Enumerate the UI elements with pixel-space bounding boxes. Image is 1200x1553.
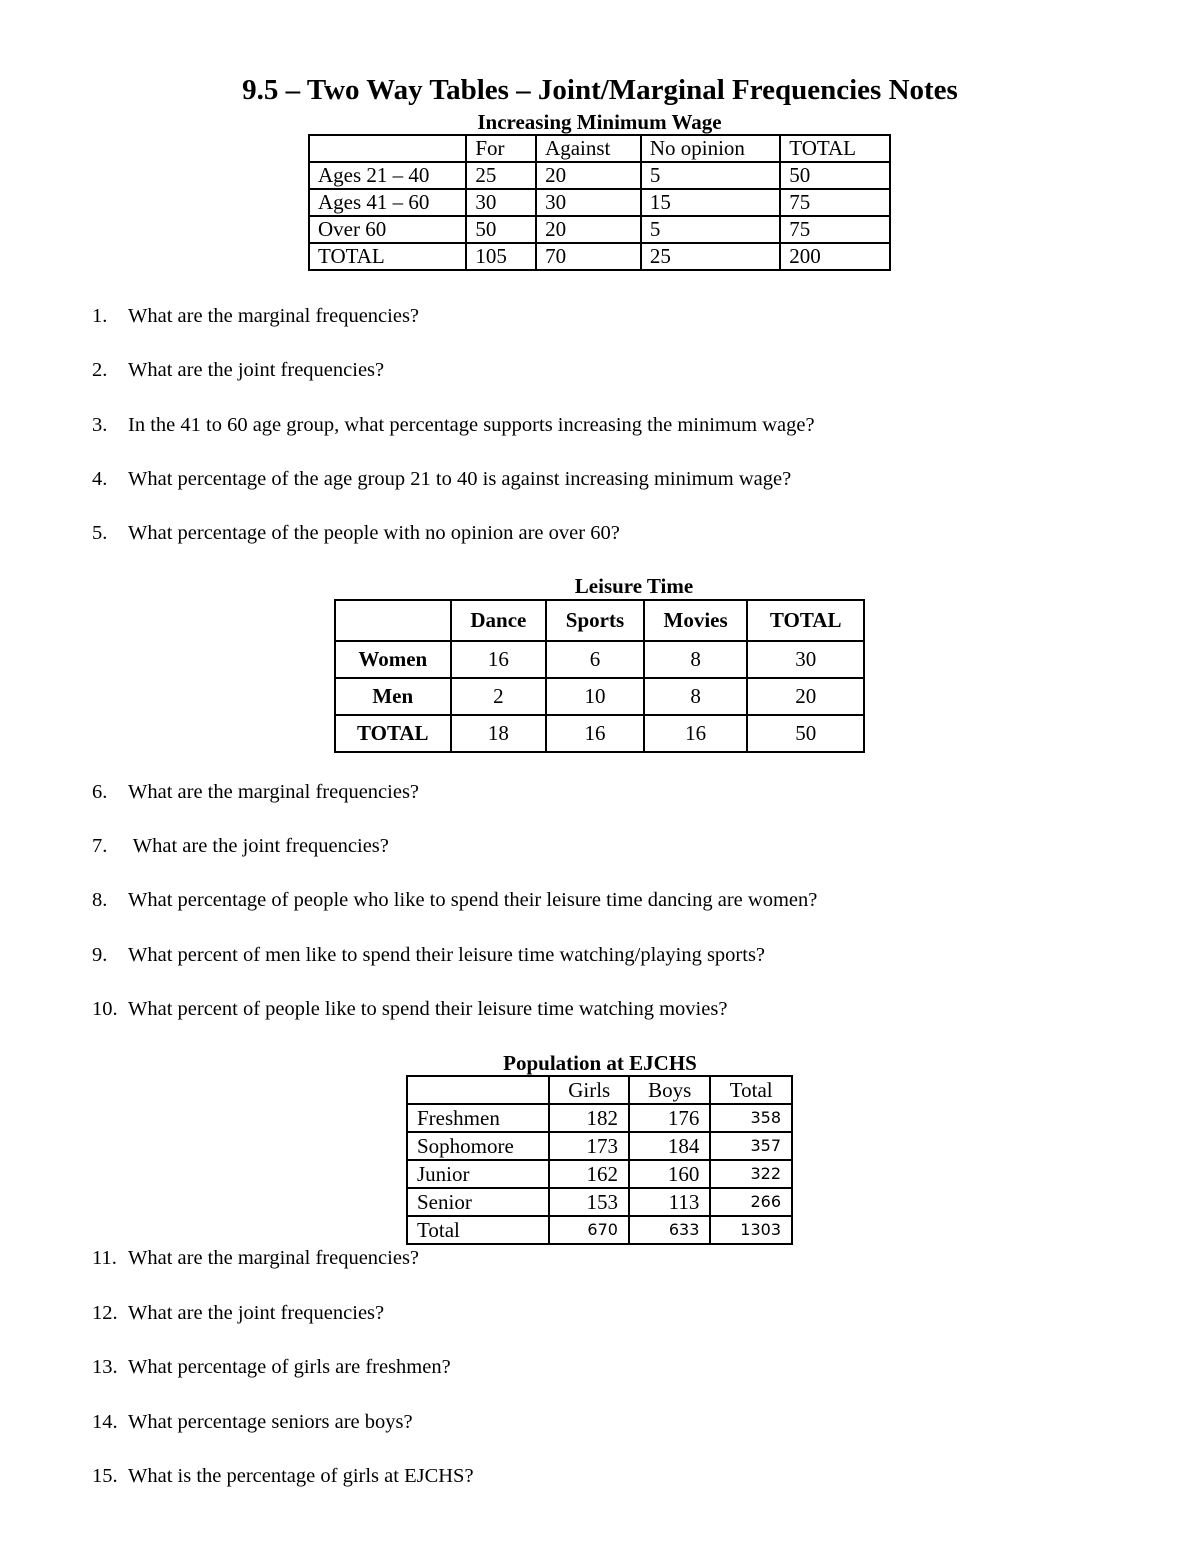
question (92, 943, 765, 967)
table-header-cell: TOTAL (780, 135, 890, 162)
row-label: Men (335, 678, 451, 715)
table-cell: 5 (641, 216, 780, 243)
table-cell: 113 (629, 1188, 710, 1216)
table-cell: 182 (549, 1104, 628, 1132)
question-number: 4. (92, 468, 108, 490)
question (92, 888, 817, 912)
table2-caption: Leisure Time (574, 574, 694, 598)
question-number: 2. (92, 359, 108, 381)
table-cell: 10 (546, 678, 644, 715)
question (92, 1355, 451, 1379)
table-cell: 20 (536, 162, 641, 189)
table-cell: 6 (546, 641, 644, 678)
table-header-cell (309, 135, 466, 162)
row-label: Over 60 (309, 216, 466, 243)
question (92, 780, 419, 804)
question-number: 12. (92, 1302, 118, 1324)
table-cell: 200 (780, 243, 890, 270)
question-text: What percentage of the people with no opinion are over 60? (128, 522, 620, 544)
question (92, 1464, 474, 1488)
table-cell: 30 (466, 189, 536, 216)
question-text: What percentage of the age group 21 to 40 is against increasing minimum wage? (128, 468, 792, 490)
question (92, 467, 791, 491)
table-cell: 70 (536, 243, 641, 270)
table-cell: 670 (549, 1216, 628, 1244)
question (92, 521, 620, 545)
table-header-cell: For (466, 135, 536, 162)
question-text: What percent of men like to spend their leisure time watching/playing sports? (128, 944, 766, 966)
table-row (407, 1188, 792, 1216)
table-cell: 15 (641, 189, 780, 216)
table-cell: 25 (466, 162, 536, 189)
question-number: 1. (92, 305, 108, 327)
question-number: 15. (92, 1465, 118, 1487)
table-header-row (335, 600, 864, 641)
row-label: TOTAL (309, 243, 466, 270)
table-cell: 20 (747, 678, 864, 715)
table-cell: 5 (641, 162, 780, 189)
table-cell: 8 (644, 678, 748, 715)
question-text: What percent of people like to spend their leisure time watching movies? (128, 998, 728, 1020)
question (92, 1410, 413, 1434)
table-header-cell: Movies (644, 600, 748, 641)
question (92, 1246, 419, 1270)
table-cell: 16 (644, 715, 748, 752)
table-header-cell (407, 1076, 549, 1104)
table-header-cell: No opinion (641, 135, 780, 162)
row-label: Junior (407, 1160, 549, 1188)
table-cell: 160 (629, 1160, 710, 1188)
page-title: 9.5 – Two Way Tables – Joint/Marginal Frequencies Notes (242, 74, 958, 106)
table-row (335, 715, 864, 752)
question (92, 358, 384, 382)
table-row (309, 162, 890, 189)
table-header-row (309, 135, 890, 162)
question-number: 9. (92, 944, 108, 966)
question-text: In the 41 to 60 age group, what percentage supports increasing the minimum wage? (128, 414, 815, 436)
table-cell: 75 (780, 189, 890, 216)
question-text: What are the marginal frequencies? (128, 305, 420, 327)
table-cell: 30 (536, 189, 641, 216)
table-cell: 162 (549, 1160, 628, 1188)
row-label: TOTAL (335, 715, 451, 752)
question-text: What are the marginal frequencies? (128, 1247, 420, 1269)
question-number: 6. (92, 781, 108, 803)
table-cell: 266 (710, 1188, 792, 1216)
question-number: 10. (92, 998, 118, 1020)
table-cell: 322 (710, 1160, 792, 1188)
question-text: What are the joint frequencies? (128, 359, 385, 381)
row-label: Total (407, 1216, 549, 1244)
question-number: 13. (92, 1356, 118, 1378)
table-cell: 357 (710, 1132, 792, 1160)
table-header-cell: Dance (451, 600, 547, 641)
table-header-cell: Sports (546, 600, 644, 641)
table-cell: 8 (644, 641, 748, 678)
table-cell: 176 (629, 1104, 710, 1132)
table-cell: 50 (780, 162, 890, 189)
table-cell: 358 (710, 1104, 792, 1132)
table-cell: 105 (466, 243, 536, 270)
table-cell: 16 (546, 715, 644, 752)
table-header-row (407, 1076, 792, 1104)
leisure-time-table (334, 599, 865, 753)
question-number: 14. (92, 1411, 118, 1433)
table-header-cell: Boys (629, 1076, 710, 1104)
question (92, 1301, 384, 1325)
table-cell: 75 (780, 216, 890, 243)
table3-caption: Population at EJCHS (503, 1051, 697, 1075)
table-row (407, 1160, 792, 1188)
question-number: 8. (92, 889, 108, 911)
question (92, 997, 727, 1021)
table-row (407, 1216, 792, 1244)
table-row (335, 678, 864, 715)
table-row (309, 216, 890, 243)
question-text: What percentage of people who like to spend their leisure time dancing are women? (128, 889, 818, 911)
table-row (407, 1132, 792, 1160)
table-cell: 184 (629, 1132, 710, 1160)
table-cell: 25 (641, 243, 780, 270)
table-row (335, 641, 864, 678)
table1-caption: Increasing Minimum Wage (477, 110, 722, 134)
question-number: 5. (92, 522, 108, 544)
question-text: What are the marginal frequencies? (128, 781, 420, 803)
table-header-cell: Against (536, 135, 641, 162)
row-label: Ages 21 – 40 (309, 162, 466, 189)
table-cell: 2 (451, 678, 547, 715)
question-number: 7. (92, 835, 108, 857)
row-label: Senior (407, 1188, 549, 1216)
row-label: Ages 41 – 60 (309, 189, 466, 216)
table-header-cell: Total (710, 1076, 792, 1104)
table-row (309, 189, 890, 216)
table-cell: 633 (629, 1216, 710, 1244)
question-number: 11. (92, 1247, 117, 1269)
minimum-wage-table (308, 134, 891, 271)
table-cell: 50 (747, 715, 864, 752)
table-header-cell: TOTAL (747, 600, 864, 641)
row-label: Women (335, 641, 451, 678)
table-cell: 18 (451, 715, 547, 752)
question (92, 413, 815, 437)
question-text: What percentage seniors are boys? (128, 1411, 413, 1433)
question-text: What are the joint frequencies? (128, 835, 389, 857)
table-cell: 50 (466, 216, 536, 243)
table-cell: 16 (451, 641, 547, 678)
table-cell: 20 (536, 216, 641, 243)
question-number: 3. (92, 414, 108, 436)
question-text: What are the joint frequencies? (128, 1302, 385, 1324)
population-table (406, 1075, 793, 1245)
table-cell: 1303 (710, 1216, 792, 1244)
table-cell: 30 (747, 641, 864, 678)
table-cell: 173 (549, 1132, 628, 1160)
table-cell: 153 (549, 1188, 628, 1216)
row-label: Sophomore (407, 1132, 549, 1160)
table-header-cell (335, 600, 451, 641)
question (92, 304, 419, 328)
table-header-cell: Girls (549, 1076, 628, 1104)
question (92, 834, 389, 858)
row-label: Freshmen (407, 1104, 549, 1132)
question-text: What is the percentage of girls at EJCHS? (128, 1465, 474, 1487)
table-row (309, 243, 890, 270)
table-row (407, 1104, 792, 1132)
question-text: What percentage of girls are freshmen? (128, 1356, 451, 1378)
